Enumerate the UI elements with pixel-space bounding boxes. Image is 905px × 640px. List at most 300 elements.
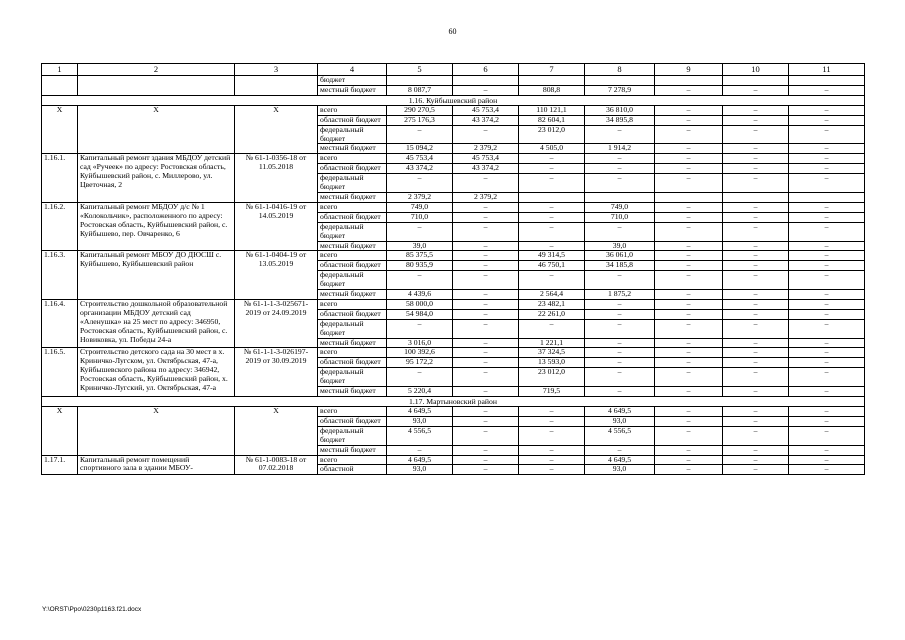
budget-type-cell: всего — [318, 105, 387, 115]
value-cell: – — [789, 154, 865, 164]
value-cell: – — [655, 358, 723, 368]
budget-type-cell: федеральный бюджет — [318, 319, 387, 338]
value-cell: – — [723, 309, 789, 319]
value-cell: – — [789, 455, 865, 465]
budget-type-cell: местный бюджет — [318, 144, 387, 154]
value-cell: 93,0 — [387, 465, 453, 475]
value-cell: – — [723, 212, 789, 222]
value-cell: 110 121,1 — [519, 105, 585, 115]
header-cell: 10 — [723, 64, 789, 76]
value-cell: 15 094,2 — [387, 144, 453, 154]
value-cell: – — [453, 445, 519, 455]
item-name: Строительство дошкольной образовательной организации МБДОУ детский сад «Аленушка» на 25 мест по адресу: 346950, Ростовская область, Куйбышевский район, с. Новиковка, ул. Победы 24-а — [78, 299, 235, 348]
value-cell: 80 935,9 — [387, 261, 453, 271]
value-cell: – — [519, 154, 585, 164]
value-cell: – — [723, 115, 789, 125]
value-cell: – — [789, 465, 865, 475]
value-cell: – — [519, 426, 585, 445]
value-cell: – — [723, 154, 789, 164]
value-cell: 1 875,2 — [585, 290, 655, 300]
item-name: Капитальный ремонт здания МБДОУ детский сад «Ручеек» по адресу: Ростовская область, Куйбышевский район, с. Миллерово, ул. Цветочная, 2 — [78, 154, 235, 203]
value-cell: – — [519, 222, 585, 241]
header-cell: 3 — [235, 64, 318, 76]
value-cell: – — [655, 105, 723, 115]
header-cell: 8 — [585, 64, 655, 76]
value-cell: – — [723, 164, 789, 174]
value-cell: – — [789, 416, 865, 426]
value-cell: – — [655, 465, 723, 475]
value-cell: – — [585, 271, 655, 290]
value-cell: – — [789, 338, 865, 348]
value-cell: – — [655, 309, 723, 319]
value-cell: – — [789, 222, 865, 241]
value-cell: 34 895,8 — [585, 115, 655, 125]
item-document: № 61-1-0416-19 от 14.05.2019 — [235, 202, 318, 251]
item-number: 1.17.1. — [42, 455, 78, 475]
value-cell: – — [453, 174, 519, 193]
header-row — [42, 64, 865, 76]
value-cell: – — [655, 387, 723, 397]
budget-type-cell: всего — [318, 251, 387, 261]
section-header-row — [42, 397, 865, 407]
header-cell: 2 — [78, 64, 235, 76]
budget-type-cell: областной бюджет — [318, 212, 387, 222]
section-header-row — [42, 95, 865, 105]
value-cell: – — [655, 348, 723, 358]
item-number: 1.16.3. — [42, 251, 78, 300]
item-number: 1.16.1. — [42, 154, 78, 203]
value-cell: – — [723, 251, 789, 261]
value-cell: – — [655, 426, 723, 445]
value-cell: – — [789, 407, 865, 417]
header-cell: 4 — [318, 64, 387, 76]
value-cell: – — [519, 407, 585, 417]
section-title: 1.16. Куйбышевский район — [42, 95, 865, 105]
value-cell: – — [655, 251, 723, 261]
value-cell — [387, 76, 453, 86]
value-cell: – — [655, 85, 723, 95]
value-cell: – — [519, 174, 585, 193]
budget-type-cell: местный бюджет — [318, 445, 387, 455]
table-row — [42, 299, 865, 309]
value-cell: – — [453, 358, 519, 368]
budget-table — [41, 63, 865, 475]
value-cell: – — [789, 125, 865, 144]
value-cell: – — [585, 154, 655, 164]
value-cell: – — [655, 455, 723, 465]
value-cell: – — [789, 261, 865, 271]
item-number: 1.16.4. — [42, 299, 78, 348]
value-cell: – — [585, 174, 655, 193]
value-cell: 43 374,2 — [387, 164, 453, 174]
budget-type-cell: всего — [318, 202, 387, 212]
value-cell: – — [655, 290, 723, 300]
value-cell: – — [585, 319, 655, 338]
item-document: № 61-1-1-3-026197-2019 от 30.09.2019 — [235, 348, 318, 397]
x-cell: Х — [78, 105, 235, 154]
value-cell: 4 649,5 — [585, 455, 655, 465]
value-cell: – — [387, 445, 453, 455]
value-cell: 749,0 — [585, 202, 655, 212]
value-cell: – — [453, 212, 519, 222]
budget-type-cell: местный бюджет — [318, 387, 387, 397]
budget-type-cell: областной бюджет — [318, 164, 387, 174]
value-cell: – — [789, 202, 865, 212]
x-cell: Х — [235, 407, 318, 456]
budget-type-cell: местный бюджет — [318, 290, 387, 300]
value-cell: 4 649,5 — [585, 407, 655, 417]
value-cell: – — [453, 309, 519, 319]
value-cell: – — [519, 212, 585, 222]
table-body — [42, 76, 865, 475]
table-row — [42, 105, 865, 115]
value-cell: 43 374,2 — [453, 164, 519, 174]
value-cell: – — [655, 125, 723, 144]
item-name: Строительство детского сада на 30 мест в х. Криничко-Лугском, ул. Октябрьская, 47-а, Куйбышевского района по адресу: 346942, Ростовская область, Куйбышевский район, х. Криничко-Лугский, ул. Октябрьская, 47-а — [78, 348, 235, 397]
value-cell: – — [789, 115, 865, 125]
value-cell: 93,0 — [585, 465, 655, 475]
budget-type-cell: федеральный бюджет — [318, 368, 387, 387]
value-cell: – — [519, 445, 585, 455]
header-cell: 6 — [453, 64, 519, 76]
value-cell: 4 556,5 — [585, 426, 655, 445]
value-cell: – — [789, 445, 865, 455]
value-cell — [789, 192, 865, 202]
value-cell: – — [723, 290, 789, 300]
value-cell: – — [655, 144, 723, 154]
value-cell: – — [789, 212, 865, 222]
value-cell: 36 810,0 — [585, 105, 655, 115]
value-cell: – — [519, 202, 585, 212]
value-cell: – — [453, 222, 519, 241]
value-cell: – — [453, 416, 519, 426]
budget-type-cell: всего — [318, 299, 387, 309]
value-cell: – — [655, 368, 723, 387]
value-cell: – — [723, 85, 789, 95]
footer-file-path: Y:\ORST\Ppo\0230p1163.f21.docx — [42, 606, 142, 613]
value-cell: – — [453, 271, 519, 290]
value-cell: – — [387, 222, 453, 241]
budget-type-cell: областной — [318, 465, 387, 475]
x-cell: Х — [42, 407, 78, 456]
value-cell: – — [655, 241, 723, 251]
value-cell: – — [655, 115, 723, 125]
value-cell: 46 750,1 — [519, 261, 585, 271]
value-cell: 23 482,1 — [519, 299, 585, 309]
value-cell: 719,5 — [519, 387, 585, 397]
value-cell: – — [789, 241, 865, 251]
value-cell: 8 087,7 — [387, 85, 453, 95]
value-cell: – — [723, 455, 789, 465]
budget-type-cell: областной бюджет — [318, 309, 387, 319]
value-cell: – — [655, 154, 723, 164]
value-cell: 2 379,2 — [453, 144, 519, 154]
value-cell: – — [453, 407, 519, 417]
value-cell: – — [453, 290, 519, 300]
value-cell: – — [585, 125, 655, 144]
value-cell: – — [723, 465, 789, 475]
value-cell: – — [585, 338, 655, 348]
value-cell: – — [585, 222, 655, 241]
value-cell: – — [655, 338, 723, 348]
value-cell: – — [453, 426, 519, 445]
value-cell: – — [453, 202, 519, 212]
value-cell: 710,0 — [585, 212, 655, 222]
value-cell: – — [723, 299, 789, 309]
value-cell: 54 984,0 — [387, 309, 453, 319]
budget-type-cell: местный бюджет — [318, 338, 387, 348]
section-title: 1.17. Мартыновский район — [42, 397, 865, 407]
value-cell: 808,8 — [519, 85, 585, 95]
item-document: № 61-1-0083-18 от 07.02.2018 — [235, 455, 318, 475]
value-cell: – — [453, 251, 519, 261]
table-row — [42, 251, 865, 261]
value-cell: 4 649,5 — [387, 407, 453, 417]
value-cell: 93,0 — [387, 416, 453, 426]
value-cell: – — [723, 368, 789, 387]
value-cell: 710,0 — [387, 212, 453, 222]
value-cell: – — [519, 465, 585, 475]
value-cell: 37 324,5 — [519, 348, 585, 358]
budget-type-cell: местный бюджет — [318, 241, 387, 251]
value-cell: – — [655, 271, 723, 290]
value-cell: 4 505,0 — [519, 144, 585, 154]
value-cell: – — [655, 416, 723, 426]
value-cell: 82 604,1 — [519, 115, 585, 125]
value-cell — [789, 76, 865, 86]
value-cell: – — [655, 202, 723, 212]
value-cell: – — [723, 144, 789, 154]
budget-type-cell: местный бюджет — [318, 192, 387, 202]
value-cell: – — [723, 407, 789, 417]
value-cell: 100 392,6 — [387, 348, 453, 358]
value-cell: 3 016,0 — [387, 338, 453, 348]
value-cell: 275 176,3 — [387, 115, 453, 125]
value-cell: 34 185,8 — [585, 261, 655, 271]
value-cell: – — [585, 164, 655, 174]
value-cell: 93,0 — [585, 416, 655, 426]
value-cell: – — [519, 241, 585, 251]
value-cell: – — [789, 358, 865, 368]
value-cell: – — [723, 445, 789, 455]
budget-type-cell: федеральный бюджет — [318, 271, 387, 290]
value-cell: – — [453, 455, 519, 465]
header-cell: 11 — [789, 64, 865, 76]
value-cell: 1 221,1 — [519, 338, 585, 348]
value-cell: – — [789, 309, 865, 319]
page-number: 60 — [448, 27, 457, 36]
value-cell: 39,0 — [387, 241, 453, 251]
value-cell: – — [453, 368, 519, 387]
budget-type-cell: федеральный бюджет — [318, 222, 387, 241]
value-cell: – — [519, 271, 585, 290]
value-cell — [655, 76, 723, 86]
value-cell: – — [789, 387, 865, 397]
value-cell: 2 379,2 — [387, 192, 453, 202]
value-cell: 4 439,6 — [387, 290, 453, 300]
value-cell: – — [789, 319, 865, 338]
value-cell — [519, 192, 585, 202]
value-cell — [655, 192, 723, 202]
value-cell: – — [723, 271, 789, 290]
value-cell: – — [789, 271, 865, 290]
value-cell: – — [723, 202, 789, 212]
table-row — [42, 76, 865, 86]
value-cell: 1 914,2 — [585, 144, 655, 154]
budget-type-cell: всего — [318, 154, 387, 164]
value-cell: – — [453, 338, 519, 348]
header-cell: 9 — [655, 64, 723, 76]
value-cell: – — [387, 125, 453, 144]
value-cell: – — [585, 348, 655, 358]
value-cell: – — [519, 455, 585, 465]
value-cell: – — [789, 85, 865, 95]
value-cell: 85 375,5 — [387, 251, 453, 261]
value-cell: 58 000,0 — [387, 299, 453, 309]
value-cell: – — [585, 445, 655, 455]
budget-type-cell: федеральный бюджет — [318, 174, 387, 193]
x-cell: Х — [235, 105, 318, 154]
value-cell: – — [453, 299, 519, 309]
value-cell: – — [655, 164, 723, 174]
value-cell — [585, 76, 655, 86]
value-cell: – — [789, 348, 865, 358]
budget-type-cell: областной бюджет — [318, 115, 387, 125]
value-cell: – — [655, 445, 723, 455]
value-cell: 45 753,4 — [453, 105, 519, 115]
item-document: № 61-1-0404-19 от 13.05.2019 — [235, 251, 318, 300]
table-row — [42, 202, 865, 212]
value-cell: 4 556,5 — [387, 426, 453, 445]
value-cell: – — [585, 309, 655, 319]
item-name: Капитальный ремонт МБОУ ДО ДЮСШ с. Куйбышево, Куйбышевский район — [78, 251, 235, 300]
table-row — [42, 455, 865, 465]
empty-cell — [78, 76, 235, 96]
value-cell — [453, 76, 519, 86]
empty-cell — [235, 76, 318, 96]
x-cell: Х — [78, 407, 235, 456]
value-cell: – — [585, 387, 655, 397]
budget-type-cell: всего — [318, 348, 387, 358]
value-cell: – — [723, 319, 789, 338]
value-cell: 45 753,4 — [453, 154, 519, 164]
value-cell: 749,0 — [387, 202, 453, 212]
header-cell: 1 — [42, 64, 78, 76]
value-cell: – — [789, 299, 865, 309]
value-cell: – — [387, 174, 453, 193]
value-cell: 23 012,0 — [519, 125, 585, 144]
value-cell: – — [723, 174, 789, 193]
value-cell: – — [387, 319, 453, 338]
value-cell: – — [789, 290, 865, 300]
header-cell: 5 — [387, 64, 453, 76]
value-cell: – — [453, 465, 519, 475]
value-cell: – — [789, 426, 865, 445]
value-cell: – — [723, 338, 789, 348]
value-cell — [519, 76, 585, 86]
header-cell: 7 — [519, 64, 585, 76]
value-cell: 2 564,4 — [519, 290, 585, 300]
value-cell — [723, 192, 789, 202]
value-cell: – — [723, 241, 789, 251]
budget-type-cell: областной бюджет — [318, 358, 387, 368]
budget-type-cell: местный бюджет — [318, 85, 387, 95]
value-cell: – — [723, 387, 789, 397]
budget-type-cell: бюджет — [318, 76, 387, 86]
value-cell: – — [789, 368, 865, 387]
value-cell: – — [453, 387, 519, 397]
value-cell: – — [585, 368, 655, 387]
value-cell: – — [519, 319, 585, 338]
value-cell: – — [655, 174, 723, 193]
item-number: 1.16.5. — [42, 348, 78, 397]
table-row — [42, 348, 865, 358]
budget-type-cell: всего — [318, 407, 387, 417]
value-cell: 7 278,9 — [585, 85, 655, 95]
value-cell: 2 379,2 — [453, 192, 519, 202]
value-cell: – — [723, 105, 789, 115]
value-cell: 13 593,0 — [519, 358, 585, 368]
budget-type-cell: областной бюджет — [318, 261, 387, 271]
value-cell: – — [723, 358, 789, 368]
budget-type-cell: федеральный бюджет — [318, 426, 387, 445]
budget-type-cell: всего — [318, 455, 387, 465]
value-cell: – — [789, 164, 865, 174]
value-cell: – — [453, 85, 519, 95]
value-cell: – — [723, 261, 789, 271]
x-cell: Х — [42, 105, 78, 154]
value-cell: – — [453, 125, 519, 144]
item-document: № 61-1-0356-18 от 11.05.2018 — [235, 154, 318, 203]
value-cell: – — [585, 299, 655, 309]
value-cell: – — [789, 144, 865, 154]
value-cell: 36 061,0 — [585, 251, 655, 261]
value-cell: 39,0 — [585, 241, 655, 251]
value-cell: 290 270,5 — [387, 105, 453, 115]
value-cell: – — [519, 416, 585, 426]
value-cell: – — [789, 105, 865, 115]
value-cell: 49 314,5 — [519, 251, 585, 261]
value-cell: – — [655, 319, 723, 338]
value-cell: – — [453, 319, 519, 338]
value-cell: – — [723, 426, 789, 445]
value-cell: – — [723, 222, 789, 241]
value-cell: 22 261,0 — [519, 309, 585, 319]
value-cell: – — [723, 125, 789, 144]
value-cell: 95 172,2 — [387, 358, 453, 368]
item-name: Капитальный ремонт МБДОУ д/с № 1 «Колокольчик», расположенного по адресу: Ростовская область, Куйбышевский район, с. Куйбышево, пер. Овчаренко, 6 — [78, 202, 235, 251]
empty-cell — [42, 76, 78, 96]
table-row — [42, 407, 865, 417]
value-cell: – — [723, 348, 789, 358]
value-cell — [723, 76, 789, 86]
value-cell: – — [789, 174, 865, 193]
value-cell: 5 220,4 — [387, 387, 453, 397]
value-cell: – — [585, 358, 655, 368]
item-name: Капитальный ремонт помещений спортивного зала в здании МБОУ- — [78, 455, 235, 475]
table-row — [42, 154, 865, 164]
value-cell: – — [519, 164, 585, 174]
value-cell: – — [453, 241, 519, 251]
value-cell: 4 649,5 — [387, 455, 453, 465]
value-cell — [585, 192, 655, 202]
value-cell: – — [789, 251, 865, 261]
value-cell: 45 753,4 — [387, 154, 453, 164]
value-cell: – — [655, 261, 723, 271]
value-cell: – — [453, 261, 519, 271]
value-cell: – — [387, 271, 453, 290]
value-cell: – — [453, 348, 519, 358]
